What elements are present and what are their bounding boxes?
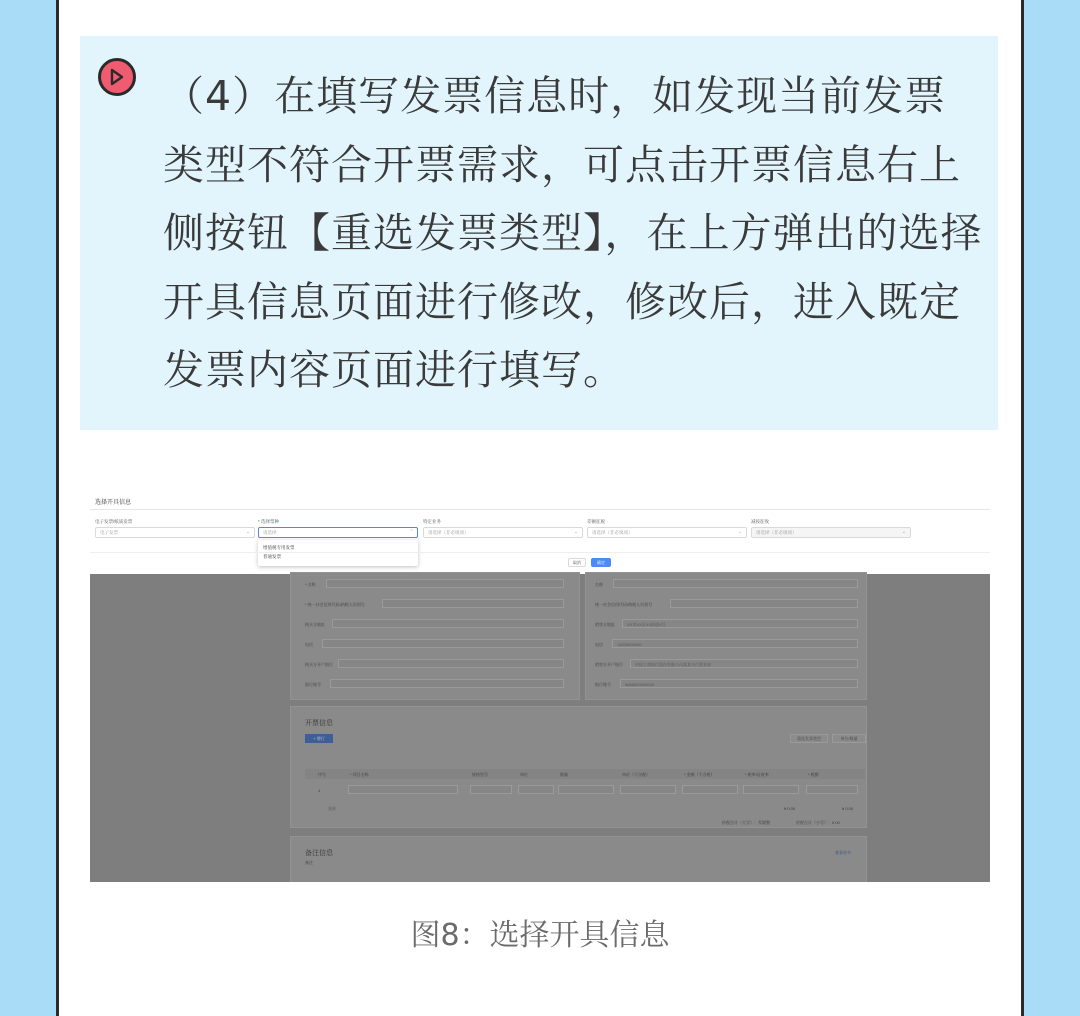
chevron-down-icon: ⌄ — [573, 529, 578, 535]
buyer-input[interactable] — [382, 599, 564, 608]
dropdown-option[interactable]: 增值税专用发票 — [263, 545, 295, 550]
buyer-input[interactable] — [338, 659, 564, 668]
item-name-input[interactable] — [348, 785, 458, 794]
table-header-cell: 单位 — [520, 772, 528, 777]
figure-caption: 图8：选择开具信息 — [410, 918, 670, 953]
embedded-screenshot — [90, 490, 990, 882]
seller-input[interactable]: 6666620000000 — [620, 679, 858, 688]
seller-input[interactable]: 中国工商银行股份有限公司某某支行营业部 — [630, 659, 858, 668]
field-label-special-business: 特定业务 — [423, 519, 441, 524]
total-lowercase: 价税合计（小写）：0.00 — [796, 820, 840, 825]
buyer-row-label: * 统一社会信用代码/纳税人识别号 — [305, 602, 365, 607]
select-special-business[interactable]: 请选择（非必填项） ⌄ — [423, 527, 583, 538]
buyer-input[interactable] — [330, 679, 564, 688]
buyer-row-label: 电话 — [305, 642, 313, 647]
seller-row-label: 销售方地址 — [595, 622, 615, 627]
table-header-cell: 数量 — [560, 772, 568, 777]
select-differential-tax[interactable]: 请选择（非必填项） ⌄ — [587, 527, 747, 538]
expand-link[interactable]: 查看更多 — [835, 850, 851, 855]
seller-input[interactable] — [613, 579, 858, 588]
tax-input[interactable] — [806, 785, 858, 794]
chevron-up-icon: ⌃ — [408, 529, 413, 535]
price-input[interactable] — [620, 785, 676, 794]
table-header — [305, 769, 865, 779]
seller-row-label: 银行账号 — [595, 682, 611, 687]
select-medium[interactable]: 电子发票 ⌄ — [95, 527, 255, 538]
remarks-panel — [290, 836, 867, 882]
chevron-down-icon: ⌄ — [901, 529, 906, 535]
seller-input[interactable] — [670, 599, 858, 608]
seller-row-label: 电话 — [595, 642, 603, 647]
table-header-cell: * 税额 — [808, 772, 819, 777]
dialog-title: 选择开具信息 — [95, 500, 132, 506]
table-row-index: 1 — [318, 788, 321, 793]
amount-input[interactable] — [682, 785, 738, 794]
cancel-button[interactable]: 取消 — [568, 558, 586, 567]
table-header-cell: * 金额（不含税） — [684, 772, 715, 777]
field-label-medium: 电子发票/纸质发票 — [95, 519, 133, 524]
section-title-remarks: 备注信息 — [305, 850, 333, 857]
field-label-differential-tax: 差额征税 — [587, 519, 605, 524]
table-header-cell: * 项目名称 — [350, 772, 369, 777]
table-header-cell: 规格型号 — [472, 772, 488, 777]
field-label-ticket-type: * 选择票种 — [258, 519, 280, 524]
dialog-header — [90, 490, 990, 510]
divider — [90, 552, 990, 553]
select-ticket-type[interactable]: 请选择 ⌃ — [258, 527, 418, 538]
chevron-down-icon: ⌄ — [245, 529, 250, 535]
spec-input[interactable] — [470, 785, 512, 794]
invoice-panel — [290, 706, 867, 828]
seller-row-label: 销售方开户银行 — [595, 662, 623, 667]
confirm-button[interactable]: 确定 — [591, 558, 611, 567]
play-icon — [98, 58, 136, 96]
seller-row-label: 统一社会信用代码/纳税人识别号 — [595, 602, 653, 607]
subtotal-amount: ¥ 0.00 — [784, 806, 796, 811]
modal-overlay — [90, 574, 990, 882]
total-uppercase: 价税合计（大写）：零圆整 — [722, 820, 770, 825]
unit-input[interactable] — [518, 785, 554, 794]
chevron-down-icon: ⌄ — [737, 529, 742, 535]
buyer-input[interactable] — [326, 579, 564, 588]
table-header-cell: * 税率/征收率 — [745, 772, 769, 777]
subtotal-label: 合计 — [328, 806, 336, 811]
select-reduced-levy[interactable]: 请选择（非必填项） ⌄ — [751, 527, 911, 538]
dropdown-option[interactable]: 普通发票 — [263, 554, 281, 559]
reselect-type-button[interactable]: 重选发票类型 — [790, 734, 828, 743]
buyer-row-label: * 名称 — [305, 582, 316, 587]
buyer-row-label: 购买方开户银行 — [305, 662, 333, 667]
seller-row-label: 名称 — [595, 582, 603, 587]
seller-input[interactable]: 13000000000 — [612, 639, 858, 648]
buyer-row-label: 购买方地址 — [305, 622, 325, 627]
table-header-cell: 序号 — [318, 772, 326, 777]
table-header-cell: 单价（不含税） — [622, 772, 650, 777]
buyer-input[interactable] — [322, 639, 564, 648]
buyer-row-label: 银行账号 — [305, 682, 321, 687]
remarks-label: 备注 — [305, 860, 313, 865]
subtotal-tax: ¥ 0.00 — [842, 806, 854, 811]
tax-rate-select[interactable] — [743, 785, 799, 794]
seller-input[interactable]: XX市XX区XX街道X号 — [622, 619, 858, 628]
field-label-reduced-levy: 减按征收 — [751, 519, 769, 524]
tip-text: （4）在填写发票信息时，如发现当前发票类型不符合开票需求，可点击开票信息右上侧按钮【重选发票类型】，在上方弹出的选择开具信息页面进行修改，修改后，进入既定发票内容页面进行填写。 — [163, 72, 983, 394]
ticket-type-dropdown — [258, 540, 418, 566]
quantity-input[interactable] — [558, 785, 614, 794]
section-title-invoice: 开票信息 — [305, 720, 333, 727]
buyer-input[interactable] — [332, 619, 564, 628]
add-row-button[interactable]: + 增行 — [305, 734, 333, 743]
batch-button[interactable]: 单位/数量 — [832, 734, 866, 743]
